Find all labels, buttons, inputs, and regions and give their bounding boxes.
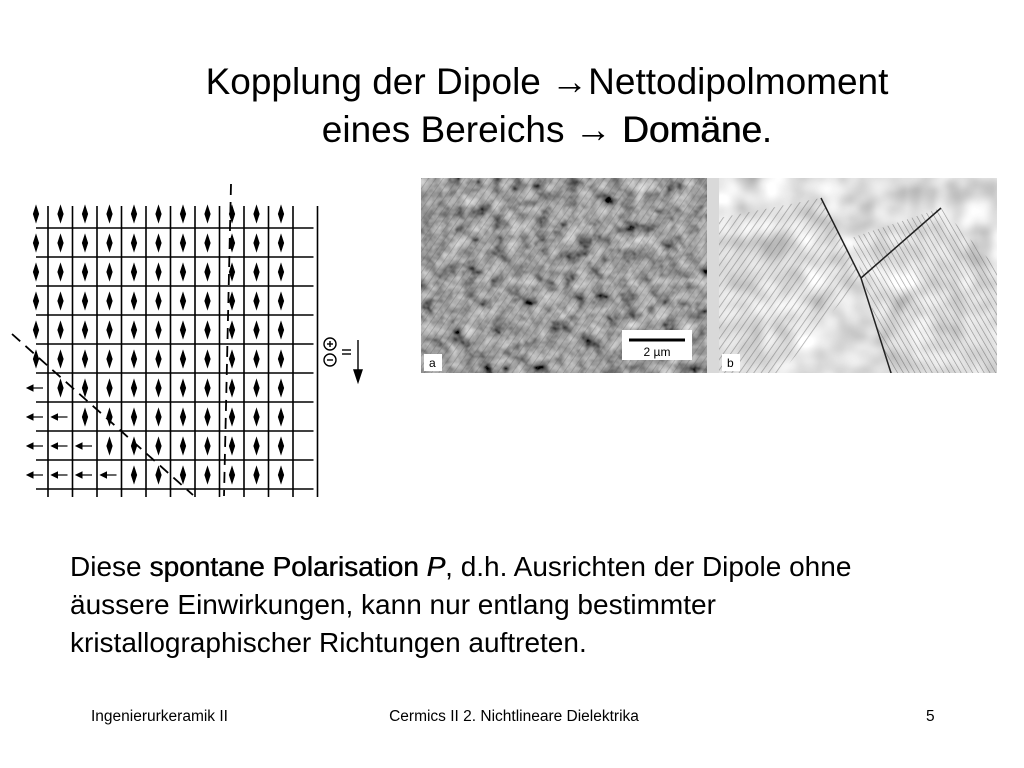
dipole-arrow [33,206,38,222]
dipole-arrow [131,206,136,222]
lattice-grid [36,206,318,497]
dipole-arrow [82,235,87,251]
dipole-arrow [278,351,283,367]
dipole-arrow [254,380,259,396]
dipole-arrow [76,443,92,449]
scale-bar-label: 2 µm [643,345,671,359]
title-line-1: Kopplung der Dipole →Nettodipolmoment [205,61,889,102]
dipole-arrow [254,322,259,338]
dipole-arrow [33,322,38,338]
dipole-arrow [254,438,259,454]
dipole-arrow [131,351,136,367]
dipole-arrow [131,293,136,309]
dipole-arrow [131,235,136,251]
dipole-arrow [33,264,38,280]
dipole-arrow [107,322,112,338]
title-line-2 [0,106,1024,154]
dipole-arrow [131,264,136,280]
dipole-arrow [156,351,161,367]
dipole-arrow [58,351,63,367]
dipole-arrow [156,409,161,425]
dipole-arrow [156,322,161,338]
dipole-arrow [278,409,283,425]
polarization-legend-icon [324,338,362,382]
domain-boundary-diagonal [12,334,193,495]
dipole-arrow [229,438,234,454]
dipole-arrow [278,380,283,396]
dipole-arrow [58,380,63,396]
dipole-arrow [205,409,210,425]
dipole-arrow [58,293,63,309]
dipole-arrow [156,467,161,483]
dipole-arrow [76,472,92,478]
dipole-arrow [107,235,112,251]
dipole-arrow [27,472,43,478]
footer-course: Ingenierurkeramik II [91,708,228,725]
dipole-arrow [82,380,87,396]
dipole-arrow [131,409,136,425]
dipole-arrow [180,380,185,396]
dipole-arrow [107,293,112,309]
domain-micrographs [421,178,997,373]
dipole-arrow [27,385,43,391]
slide-title [0,58,1024,154]
title-line-2-prefix: eines Bereichs → [321,109,623,150]
dipole-arrow [156,438,161,454]
dipole-arrow [82,409,87,425]
dipole-arrow [131,380,136,396]
dipole-arrow [205,351,210,367]
title-line-2-suffix: . [761,109,773,150]
dipole-arrow [33,235,38,251]
dipole-arrow [52,472,68,478]
polarization-symbol: P [426,551,446,582]
dipole-arrow [254,206,259,222]
body-line-3: kristallographischer Richtungen auftreten. [70,627,587,658]
dipole-arrow [205,467,210,483]
dipole-arrow [58,235,63,251]
dipole-arrow [229,380,234,396]
dipole-arrow [254,264,259,280]
dipole-arrow [131,438,136,454]
dipole-arrow [278,293,283,309]
dipole-arrow [180,351,185,367]
body-line-1 [70,548,1020,586]
dipole-lattice-diagram [0,180,380,500]
dipole-arrow [82,293,87,309]
dipole-arrow [82,322,87,338]
dipole-arrow [229,351,234,367]
footer-page-number: 5 [926,708,935,725]
dipole-arrow [82,264,87,280]
body-line-2: äussere Einwirkungen, kann nur entlang bestimmter [70,589,716,620]
dipole-arrow [254,351,259,367]
title-domain-term: Domäne [622,109,762,150]
dipole-arrow [107,206,112,222]
spontaneous-polarization-term: spontane Polarisation [149,551,419,582]
dipole-arrow [101,472,117,478]
footer-topic: Cermics II 2. Nichtlineare Dielektrika [389,708,639,725]
dipole-arrow [180,467,185,483]
dipole-arrow [180,438,185,454]
body-line-1-rest: , d.h. Ausrichten der Dipole ohne [445,551,852,582]
dipole-arrow [58,206,63,222]
dipole-arrow [156,206,161,222]
dipole-arrow [156,380,161,396]
dipole-arrow [205,206,210,222]
dipole-arrow [278,235,283,251]
dipole-arrow [156,235,161,251]
dipole-arrow [205,322,210,338]
dipole-arrow [229,467,234,483]
dipole-arrow [254,467,259,483]
dipole-arrow [131,322,136,338]
dipole-arrow [107,351,112,367]
micrograph-b-label: b [727,356,734,370]
dipole-arrow [52,443,68,449]
dipole-arrow [205,438,210,454]
dipole-arrow [27,414,43,420]
dipole-arrow [278,322,283,338]
dipole-arrow [180,322,185,338]
body-paragraph [70,548,1020,662]
dipole-arrow [254,293,259,309]
dipole-arrow [254,409,259,425]
dipole-arrow [229,322,234,338]
dipole-arrow [27,443,43,449]
micrograph-a-label: a [429,356,436,370]
dipole-arrow [254,235,259,251]
dipole-arrow [278,264,283,280]
dipole-arrow [205,235,210,251]
micrograph-divider [707,178,719,373]
dipole-arrow [131,467,136,483]
dipole-arrow [156,293,161,309]
dipole-arrow [180,293,185,309]
dipole-arrow [58,264,63,280]
dipole-arrow [180,206,185,222]
dipole-arrow [82,351,87,367]
dipole-arrow [229,293,234,309]
dipole-arrow [107,264,112,280]
dipole-arrow [278,438,283,454]
dipole-arrow [205,293,210,309]
dipole-arrow [156,264,161,280]
dipole-arrow [205,380,210,396]
dipole-arrow [229,264,234,280]
dipole-arrow [180,264,185,280]
dipole-arrow [82,206,87,222]
dipole-arrow [33,351,38,367]
micrograph-a [421,178,707,373]
dipole-arrow [180,235,185,251]
dipole-arrow [107,380,112,396]
dipole-arrow [107,438,112,454]
dipole-arrow [52,414,68,420]
dipole-arrow [278,467,283,483]
dipole-arrow [205,264,210,280]
dipole-arrow [58,322,63,338]
micrograph-b [719,178,997,373]
dipole-arrow [33,293,38,309]
dipole-arrow [180,409,185,425]
body-prefix: Diese [70,551,150,582]
dipole-arrow [278,206,283,222]
dipole-arrow [229,409,234,425]
